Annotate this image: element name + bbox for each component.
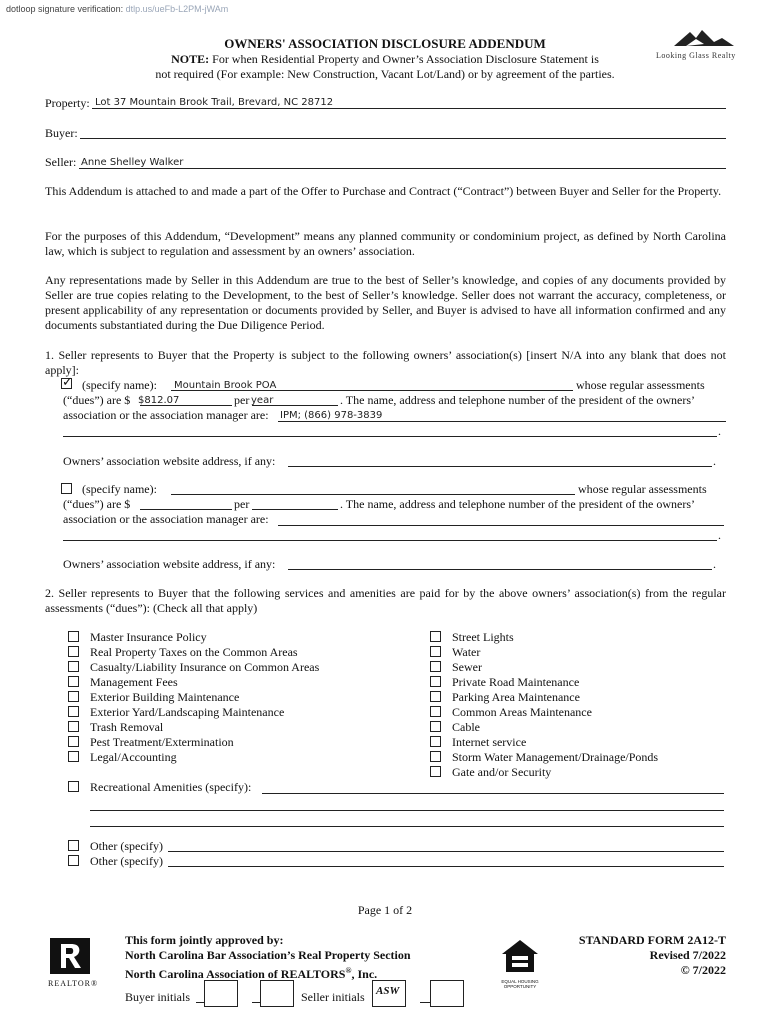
service-label: Common Areas Maintenance [452,705,592,719]
footer-approved-by: This form jointly approved by: [125,933,284,947]
equal-housing-text: EQUAL HOUSING OPPORTUNITY [501,979,539,989]
buyer-initials-box1[interactable] [204,980,238,1007]
service-label: Internet service [452,735,527,749]
assoc2-website-label: Owners’ association website address, if any: [63,557,276,571]
other2-line[interactable] [168,866,724,867]
recreational-line3[interactable] [90,826,724,827]
assoc2-website-period: . [713,557,716,571]
service-label: Management Fees [90,675,178,689]
service-label: Private Road Maintenance [452,675,580,689]
assoc1-whose: whose regular assessments [576,378,705,392]
assoc2-president-text: . The name, address and telephone number of the president of the owners’ [340,497,695,511]
assoc1-manager-field[interactable]: IPM; (866) 978-3839 [280,410,383,421]
other2-label: Other (specify) [90,854,163,868]
property-line [92,108,726,109]
assoc2-whose: whose regular assessments [578,482,707,496]
service-label: Pest Treatment/Extermination [90,735,234,749]
service-checkbox[interactable] [430,721,441,732]
buyer-initials-label: Buyer initials [125,990,190,1004]
note-bold: NOTE: [171,52,210,66]
service-checkbox[interactable] [430,661,441,672]
service-label: Master Insurance Policy [90,630,207,644]
assoc1-checkbox[interactable] [61,378,72,389]
footer-bar-association: North Carolina Bar Association’s Real Property Section [125,948,411,962]
paragraph-development: For the purposes of this Addendum, “Development” means any planned community or condominium project, as defined by North Carolina law, which is subject to regulation and assessment by an owners’ association. [45,229,726,258]
assoc2-per-line [252,509,338,510]
service-label: Sewer [452,660,482,674]
service-checkbox[interactable] [68,646,79,657]
assoc2-manager-line2 [63,540,717,541]
assoc1-period: . [718,424,721,438]
service-checkbox[interactable] [430,736,441,747]
section-2-text: 2. Seller represents to Buyer that the following services and amenities are paid for by the above owners’ association(s) from the regular assessments (“dues”): (Check all that apply) [45,586,726,615]
assoc2-specify-label: (specify name): [82,482,157,496]
recreational-label: Recreational Amenities (specify): [90,780,252,794]
standard-form-number: STANDARD FORM 2A12-T [578,933,726,947]
note-line2: not required (For example: New Construction, Vacant Lot/Land) or by agreement of the parties. [155,67,615,81]
assoc2-dues-line [140,509,232,510]
seller-initials-label: Seller initials [301,990,365,1004]
service-checkbox[interactable] [430,631,441,642]
page-title: OWNERS' ASSOCIATION DISCLOSURE ADDENDUM [224,36,546,51]
verification-label: dotloop signature verification: [6,4,124,14]
note-text1: For when Residential Property and Owner’s Association Disclosure Statement is [212,52,599,66]
seller-label: Seller: [45,155,77,169]
service-label: Exterior Yard/Landscaping Maintenance [90,705,285,719]
copyright: © 7/2022 [680,963,726,977]
equal-housing-logo [498,938,544,989]
seller-line [79,168,726,169]
paragraph-representations: Any representations made by Seller in this Addendum are true to the best of Seller’s knowledge, and copies of any documents provided by Seller are true copies relating to the Development, to the best of Seller’s knowledge. Seller does not warrant the accuracy, completeness, or present applicability of any representation or documents provided by Seller, and Buyer is advised to have all information confirmed and any documents substantiated during the Due Diligence Period. [45,273,726,332]
service-label: Exterior Building Maintenance [90,690,240,704]
footer-realtors-association: North Carolina Association of REALTORS®, Inc. [125,966,378,981]
service-checkbox[interactable] [430,646,441,657]
service-label: Storm Water Management/Drainage/Ponds [452,750,659,764]
recreational-line2[interactable] [90,810,724,811]
assoc1-per-field[interactable]: year [251,395,274,406]
service-checkbox[interactable] [430,766,441,777]
assoc1-manager-line2 [63,436,717,437]
seller-field[interactable]: Anne Shelley Walker [81,157,184,168]
service-label: Real Property Taxes on the Common Areas [90,645,298,659]
other2-checkbox[interactable] [68,855,79,866]
assoc1-per-label: per [234,393,250,407]
service-label: Cable [452,720,480,734]
verification-link[interactable]: dtlp.us/ueFb-L2PM-jWAm [125,4,229,14]
assoc1-website-line [288,466,712,467]
service-label: Legal/Accounting [90,750,177,764]
seller-initial-signature: ASW [376,985,400,997]
service-label: Parking Area Maintenance [452,690,580,704]
other1-label: Other (specify) [90,839,163,853]
buyer-line [80,138,726,139]
assoc2-website-line [288,569,712,570]
assoc2-manager-label: association or the association manager are: [63,512,269,526]
service-checkbox[interactable] [68,661,79,672]
assoc2-manager-line [278,525,724,526]
seller-initials-box1[interactable] [372,980,406,1007]
buyer-label: Buyer: [45,126,78,140]
realtor-r-icon [48,936,92,976]
buyer-initials-underline1 [196,1002,204,1003]
footer-approval [125,933,411,982]
realtor-logo [48,936,99,988]
recreational-checkbox[interactable] [68,781,79,792]
assoc1-specify-label: (specify name): [82,378,157,392]
property-field[interactable]: Lot 37 Mountain Brook Trail, Brevard, NC 28712 [95,97,334,108]
equal-housing-icon [498,938,542,974]
service-checkbox[interactable] [68,691,79,702]
assoc1-dues-field[interactable]: $812.07 [138,395,180,406]
logo-text: Looking Glass Realty [656,51,736,60]
service-label: Trash Removal [90,720,164,734]
buyer-initials-box2[interactable] [260,980,294,1007]
property-label: Property: [45,96,90,110]
section-1-text: 1. Seller represents to Buyer that the Property is subject to the following owners’ association(s) [insert N/A into any blank that does not apply]: [45,348,726,377]
service-checkbox[interactable] [68,676,79,687]
service-label: Gate and/or Security [452,765,552,779]
assoc1-website-period: . [713,454,716,468]
service-checkbox[interactable] [68,721,79,732]
page-number: Page 1 of 2 [357,903,413,917]
assoc2-per-label: per [234,497,250,511]
service-checkbox[interactable] [430,751,441,762]
assoc1-manager-label: association or the association manager are: [63,408,269,422]
assoc1-name-field[interactable]: Mountain Brook POA [174,380,277,391]
service-checkbox[interactable] [68,706,79,717]
seller-initials-underline [420,1002,430,1003]
service-label: Casualty/Liability Insurance on Common Areas [90,660,320,674]
service-checkbox[interactable] [68,736,79,747]
other1-checkbox[interactable] [68,840,79,851]
note-line1 [0,52,770,67]
service-label: Street Lights [452,630,514,644]
assoc2-dues-label: (“dues”) are $ [63,497,131,511]
dotloop-verification [6,4,228,14]
assoc1-president-text: . The name, address and telephone number of the president of the owners’ [340,393,695,407]
assoc1-dues-label: (“dues”) are $ [63,393,131,407]
standard-form-info [560,933,726,978]
assoc2-checkbox[interactable] [61,483,72,494]
assoc1-website-label: Owners’ association website address, if any: [63,454,276,468]
service-checkbox[interactable] [430,691,441,702]
revised-date: Revised 7/2022 [649,948,726,962]
assoc1-manager-line [278,421,726,422]
buyer-initials-underline2 [252,1002,260,1003]
realtor-text: REALTOR® [48,979,99,988]
seller-initials-box2[interactable] [430,980,464,1007]
recreational-line1[interactable] [262,793,724,794]
assoc2-name-line [171,494,575,495]
service-checkbox[interactable] [430,676,441,687]
service-checkbox[interactable] [430,706,441,717]
service-checkbox[interactable] [68,631,79,642]
other1-line[interactable] [168,851,724,852]
service-checkbox[interactable] [68,751,79,762]
paragraph-addendum: This Addendum is attached to and made a part of the Offer to Purchase and Contract (“Contract”) between Buyer and Seller for the Property. [45,184,722,198]
service-label: Water [452,645,481,659]
assoc2-period: . [718,528,721,542]
